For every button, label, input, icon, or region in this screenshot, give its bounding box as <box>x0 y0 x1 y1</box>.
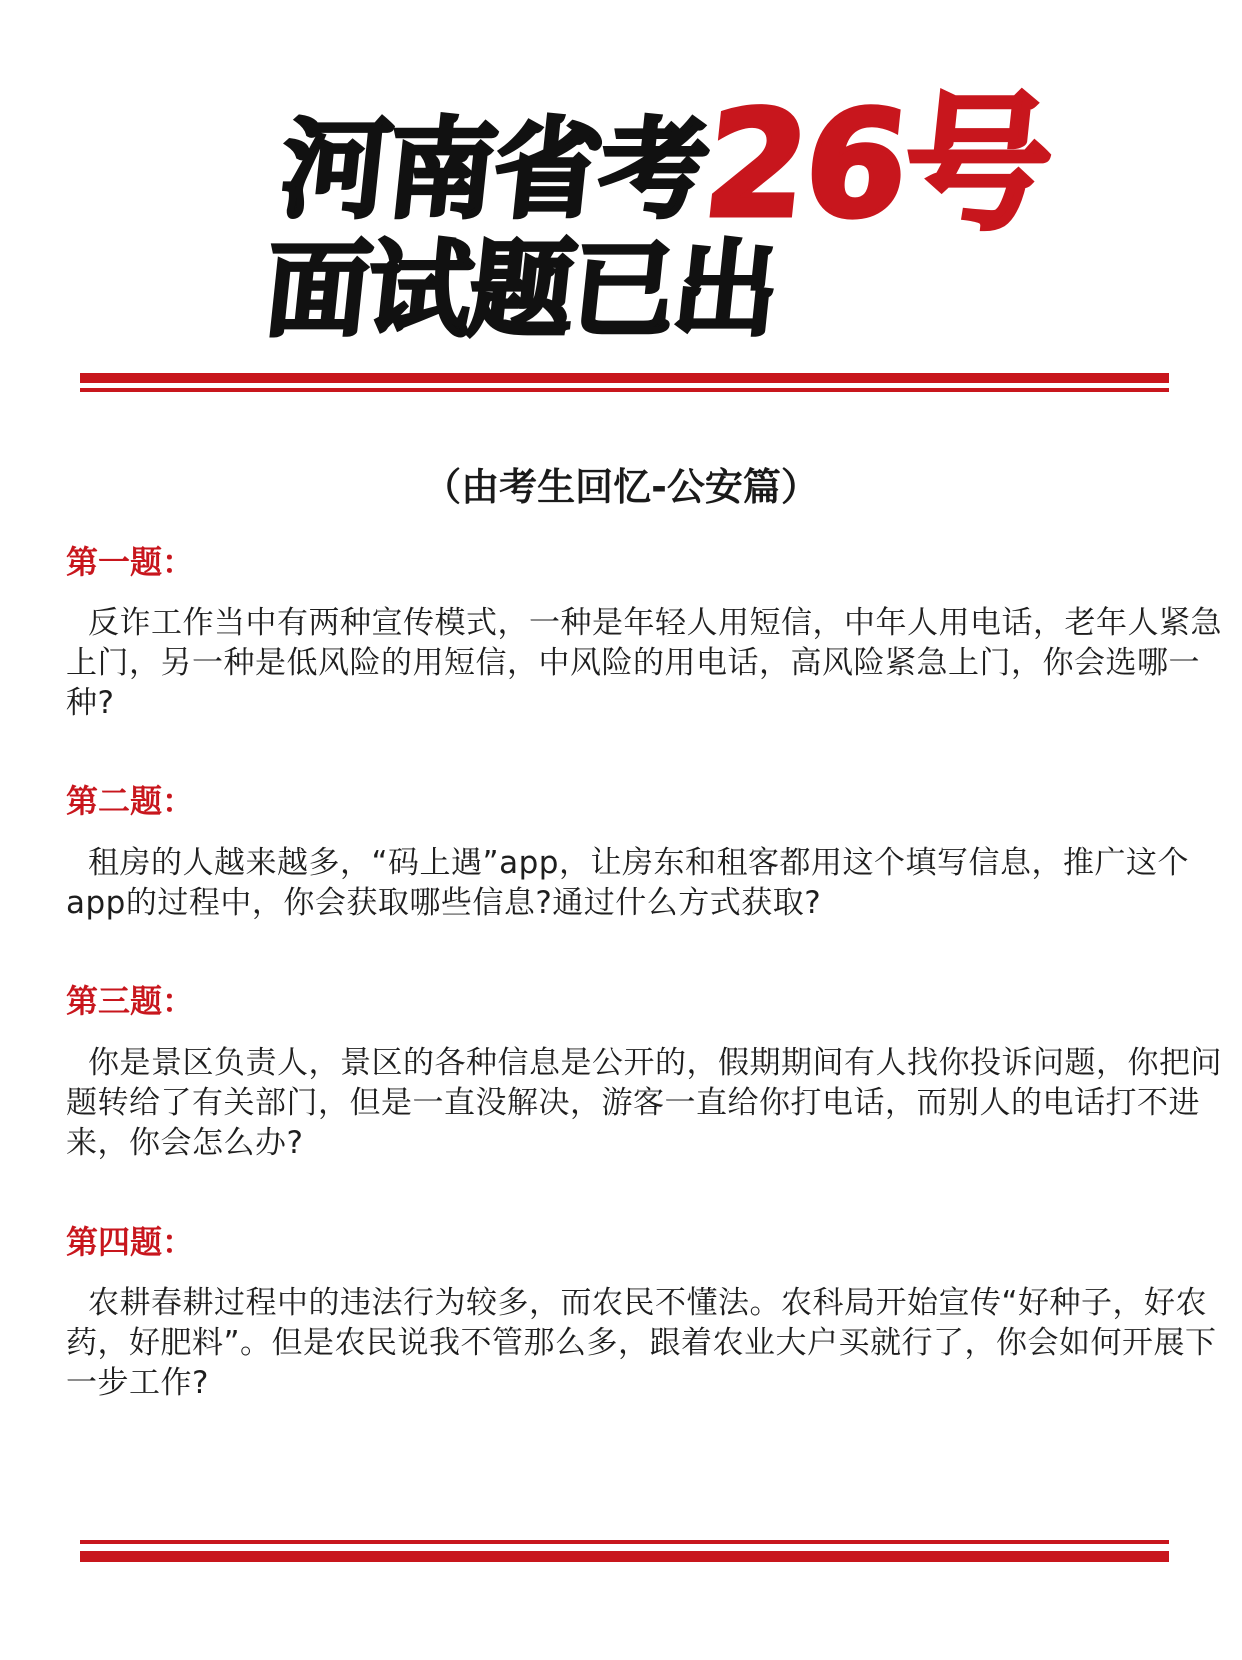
question-3-body: 你是景区负责人，景区的各种信息是公开的，假期期间有人找你投诉问题，你把问题转给了有关部门，但是一直没解决，游客一直给你打电话，而别人的电话打不进来，你会怎么办? <box>66 1045 1222 1161</box>
question-1-heading: 第一题： <box>66 543 195 581</box>
question-3-heading: 第三题： <box>66 982 195 1020</box>
title-interview-released: 面试题已出 <box>259 229 783 351</box>
question-4-body: 农耕春耕过程中的违法行为较多，而农民不懂法。农科局开始宣传“好种子，好农药，好肥料”。但是农民说我不管那么多，跟着农业大户买就行了，你会如何开展下一步工作? <box>66 1285 1217 1401</box>
top-divider-thick <box>80 373 1169 383</box>
title-province-exam: 河南省考 <box>275 108 714 233</box>
bottom-divider-thick <box>80 1551 1169 1562</box>
bottom-divider-thin <box>80 1540 1169 1544</box>
page-title-line-1 <box>45 80 1242 250</box>
question-2-body: 租房的人越来越多，“码上遇”app，让房东和租客都用这个填写信息，推广这个app的过程中，你会获取哪些信息?通过什么方式获取? <box>66 845 1189 921</box>
top-divider-thin <box>80 388 1169 392</box>
question-4-heading: 第四题： <box>66 1223 195 1261</box>
title-date-highlight: 26号 <box>697 80 1059 250</box>
page-title-line-2 <box>0 229 1142 351</box>
question-2-heading: 第二题： <box>66 782 195 820</box>
question-1-body: 反诈工作当中有两种宣传模式，一种是年轻人用短信，中年人用电话，老年人紧急上门，另一种是低风险的用短信，中风险的用电话，高风险紧急上门，你会选哪一种? <box>66 605 1222 721</box>
subtitle: （由考生回忆-公安篇） <box>423 465 819 509</box>
